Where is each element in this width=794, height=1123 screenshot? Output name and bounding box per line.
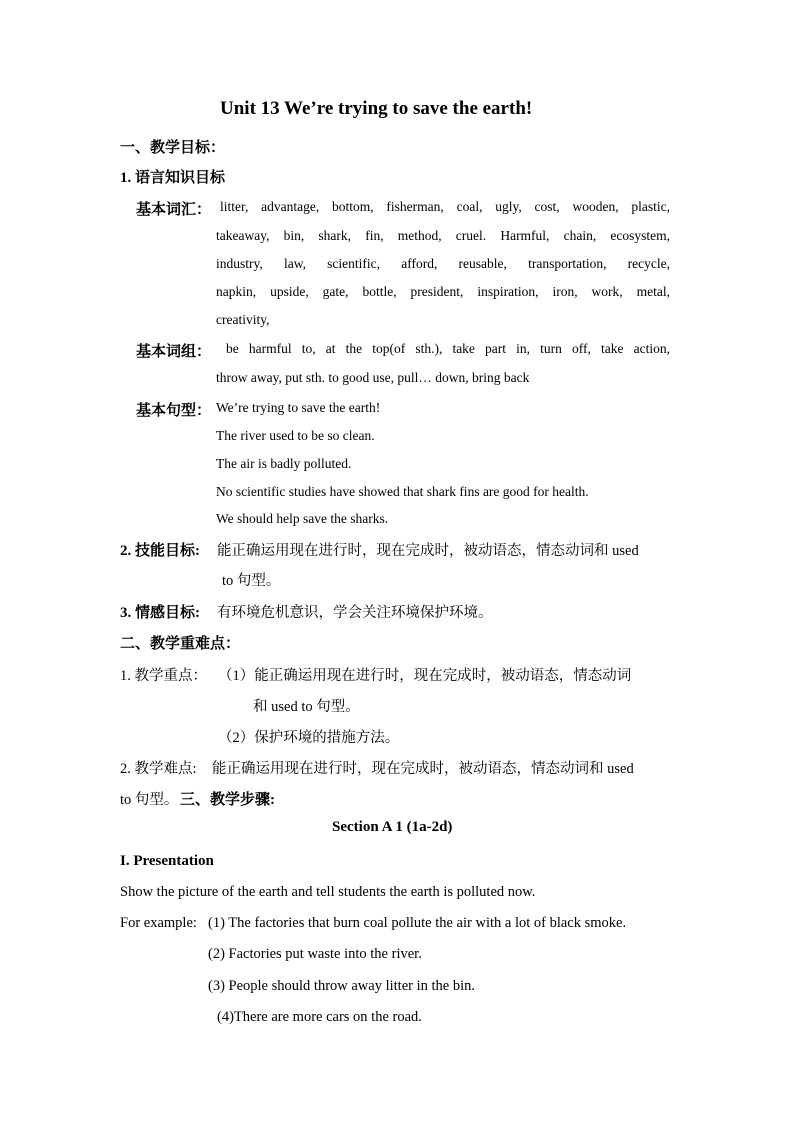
example-item: (2) Factories put waste into the river.: [208, 946, 422, 962]
item-3-label: 3. 情感目标:: [120, 605, 200, 621]
item-2-text-cont: to 句型。: [222, 573, 281, 589]
example-label: For example:: [120, 915, 197, 931]
difficulty-text: 能正确运用现在进行时，现在完成时，被动语态，情态动词和 used: [212, 761, 634, 777]
phrase-line: be harmful to, at the top(of sth.), take part in, turn off, take action,: [226, 341, 670, 356]
sentence-line: No scientific studies have showed that shark fins are good for health.: [216, 484, 589, 499]
vocab-line: industry, law, scientific, afford, reusable, transportation, recycle,: [216, 256, 670, 271]
example-item: (4)There are more cars on the road.: [217, 1009, 422, 1025]
example-item: (1) The factories that burn coal pollute the air with a lot of black smoke.: [208, 915, 627, 931]
section-2-heading: 二、教学重难点：: [120, 636, 241, 652]
vocab-line: napkin, upside, gate, bottle, president, inspiration, iron, work, metal,: [216, 284, 670, 299]
page-title: Unit 13 We’re trying to save the earth!: [220, 98, 533, 119]
phrase-label: 基本词组：: [136, 344, 212, 360]
focus-point-1-cont: 和 used to 句型。: [253, 699, 360, 715]
difficulty-text-cont: to 句型。: [120, 792, 179, 808]
item-3-text: 有环境危机意识，学会关注环境保护环境。: [217, 605, 493, 621]
section-1-heading: 一、教学目标：: [120, 140, 226, 156]
vocab-line: takeaway, bin, shark, fin, method, cruel. Harmful, chain, ecosystem,: [216, 228, 670, 243]
item-2-label: 2. 技能目标:: [120, 543, 200, 559]
item-1-heading: 1. 语言知识目标: [120, 170, 226, 186]
focus-point-1: （1）能正确运用现在进行时，现在完成时，被动语态，情态动词: [218, 668, 632, 684]
phrase-line: throw away, put sth. to good use, pull… down, bring back: [216, 370, 530, 385]
vocab-label: 基本词汇：: [136, 202, 212, 218]
vocab-line: creativity,: [216, 312, 270, 327]
sentence-label: 基本句型：: [136, 403, 212, 419]
focus-point-2: （2）保护环境的措施方法。: [218, 730, 400, 746]
presentation-intro: Show the picture of the earth and tell students the earth is polluted now.: [120, 884, 536, 900]
section-3-heading: 三、教学步骤:: [180, 792, 275, 808]
difficulty-label: 2. 教学难点:: [120, 761, 197, 777]
sentence-line: We should help save the sharks.: [216, 511, 389, 526]
item-2-text: 能正确运用现在进行时，现在完成时，被动语态，情态动词和 used: [217, 543, 639, 559]
sentence-line: The river used to be so clean.: [216, 428, 375, 443]
vocab-line: litter, advantage, bottom, fisherman, coal, ugly, cost, wooden, plastic,: [220, 199, 670, 214]
sentence-line: The air is badly polluted.: [216, 456, 352, 471]
sentence-line: We’re trying to save the earth!: [216, 400, 381, 415]
section-a-title: Section A 1 (1a-2d): [332, 819, 453, 835]
example-item: (3) People should throw away litter in the bin.: [208, 978, 475, 994]
presentation-heading: I. Presentation: [120, 853, 214, 869]
focus-label: 1. 教学重点：: [120, 668, 207, 684]
